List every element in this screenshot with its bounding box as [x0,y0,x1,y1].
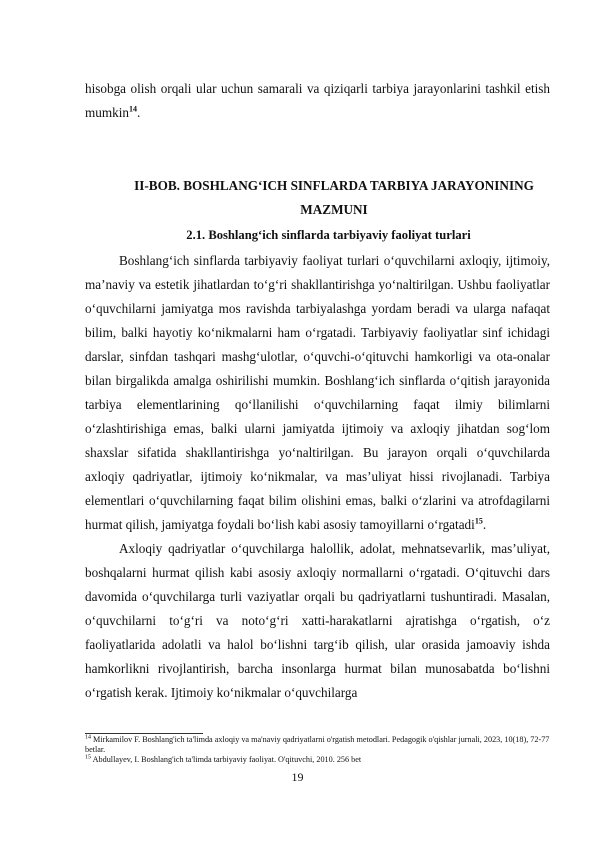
footnote-15-text: Abdullayev, I. Boshlang'ich ta'limda tarbiyaviy faoliyat. O'qituvchi, 2010. 256 bet [91,755,362,764]
footnote-14-text: Mirkamilov F. Boshlang'ich ta'limda axloqiy va ma'naviy qadriyatlarni o'rgatish metodlari. Pedagogik o'qishlar jurnali, 2023, 10(18), 72-77 betlar. [85,735,550,754]
intro-paragraph [85,77,550,125]
paragraph-1-text: Boshlang‘ich sinflarda tarbiyaviy faoliyat turlari o‘quvchilarni axloqiy, ijtimoiy, ma’naviy va estetik jihatlardan to‘g‘ri shakllantirishga yo‘naltirilgan. Ushbu faoliyatlar o‘quvchilarni jamiyatga mos ravishda tarbiyalashga yordam beradi va ularga nafaqat bilim, balki hayotiy ko‘nikmalarni ham o‘rgatadi. Tarbiyaviy faoliyatlar sinf ichidagi darslar, sinfdan tashqari mashg‘ulotlar, o‘quvchi-o‘qituvchi hamkorligi va ota-onalar bilan birgalikda amalga oshirilishi mumkin. Boshlang‘ich sinflarda o‘qitish jarayonida tarbiya elementlarining qo‘llanilishi o‘quvchilarning faqat ilmiy bilimlarni o‘zlashtirishiga emas, balki ularni jamiyatda ijtimoiy va axloqiy jihatdan sog‘lom shaxslar sifatida shakllantirishga yo‘naltirilgan. Bu jarayon orqali o‘quvchilarda axloqiy qadriyatlar, ijtimoiy ko‘nikmalar, va mas’uliyat hissi rivojlanadi. Tarbiya elementlari o‘quvchilarning faqat bilim olishini emas, balki o‘zlarini va atrofdagilarni hurmat qilish, jamiyatga foydali bo‘lish kabi asosiy tamoyillarni o‘rgatadi [85,253,550,532]
body-paragraph-2: Axloqiy qadriyatlar o‘quvchilarga halollik, adolat, mehnatsevarlik, mas’uliyat, boshqalarni hurmat qilish kabi asosiy axloqiy normallarni o‘rgatadi. O‘qituvchi dars davomida o‘quvchilarga turli vaziyatlar orqali bu qadriyatlarni tushuntiradi. Masalan, o‘quvchilarni to‘g‘ri va noto‘g‘ri xatti-harakatlarni ajratishga o‘rgatish, o‘z faoliyatlarida adolatli va halol bo‘lishni targ‘ib qilish, ular orasida jamoaviy ishda hamkorlikni rivojlantirish, barcha insonlarga hurmat bilan munosabatda bo‘lishni o‘rgatish kerak. Ijtimoiy ko‘nikmalar o‘quvchilarga [85,541,550,700]
section-heading: 2.1. Boshlang‘ich sinflarda tarbiyaviy faoliyat turlari [186,228,471,242]
footnote-14 [85,735,555,755]
paragraph-1-tail: . [482,517,487,532]
body-paragraph-1 [85,249,550,537]
footnote-15 [85,755,555,765]
footnote-14-number: 14 [85,734,91,741]
chapter-heading [85,174,550,222]
intro-tail: . [136,105,141,120]
footnote-ref-15[interactable]: 15 [474,516,483,526]
footnote-15-number: 15 [85,754,91,761]
chapter-heading-line1: II-BOB. BOSHLANG‘ICH SINFLARDA TARBIYA JARAYONINING [134,178,534,193]
intro-text: hisobga olish orqali ular uchun samarali va qiziqarli tarbiya jarayonlarini tashkil etish mumkin [85,81,550,120]
footnote-ref-14[interactable]: 14 [128,104,137,114]
chapter-heading-line2: MAZMUNI [300,202,368,217]
footnotes [85,735,555,765]
page-number: 19 [291,770,304,784]
footnote-divider [85,733,203,734]
